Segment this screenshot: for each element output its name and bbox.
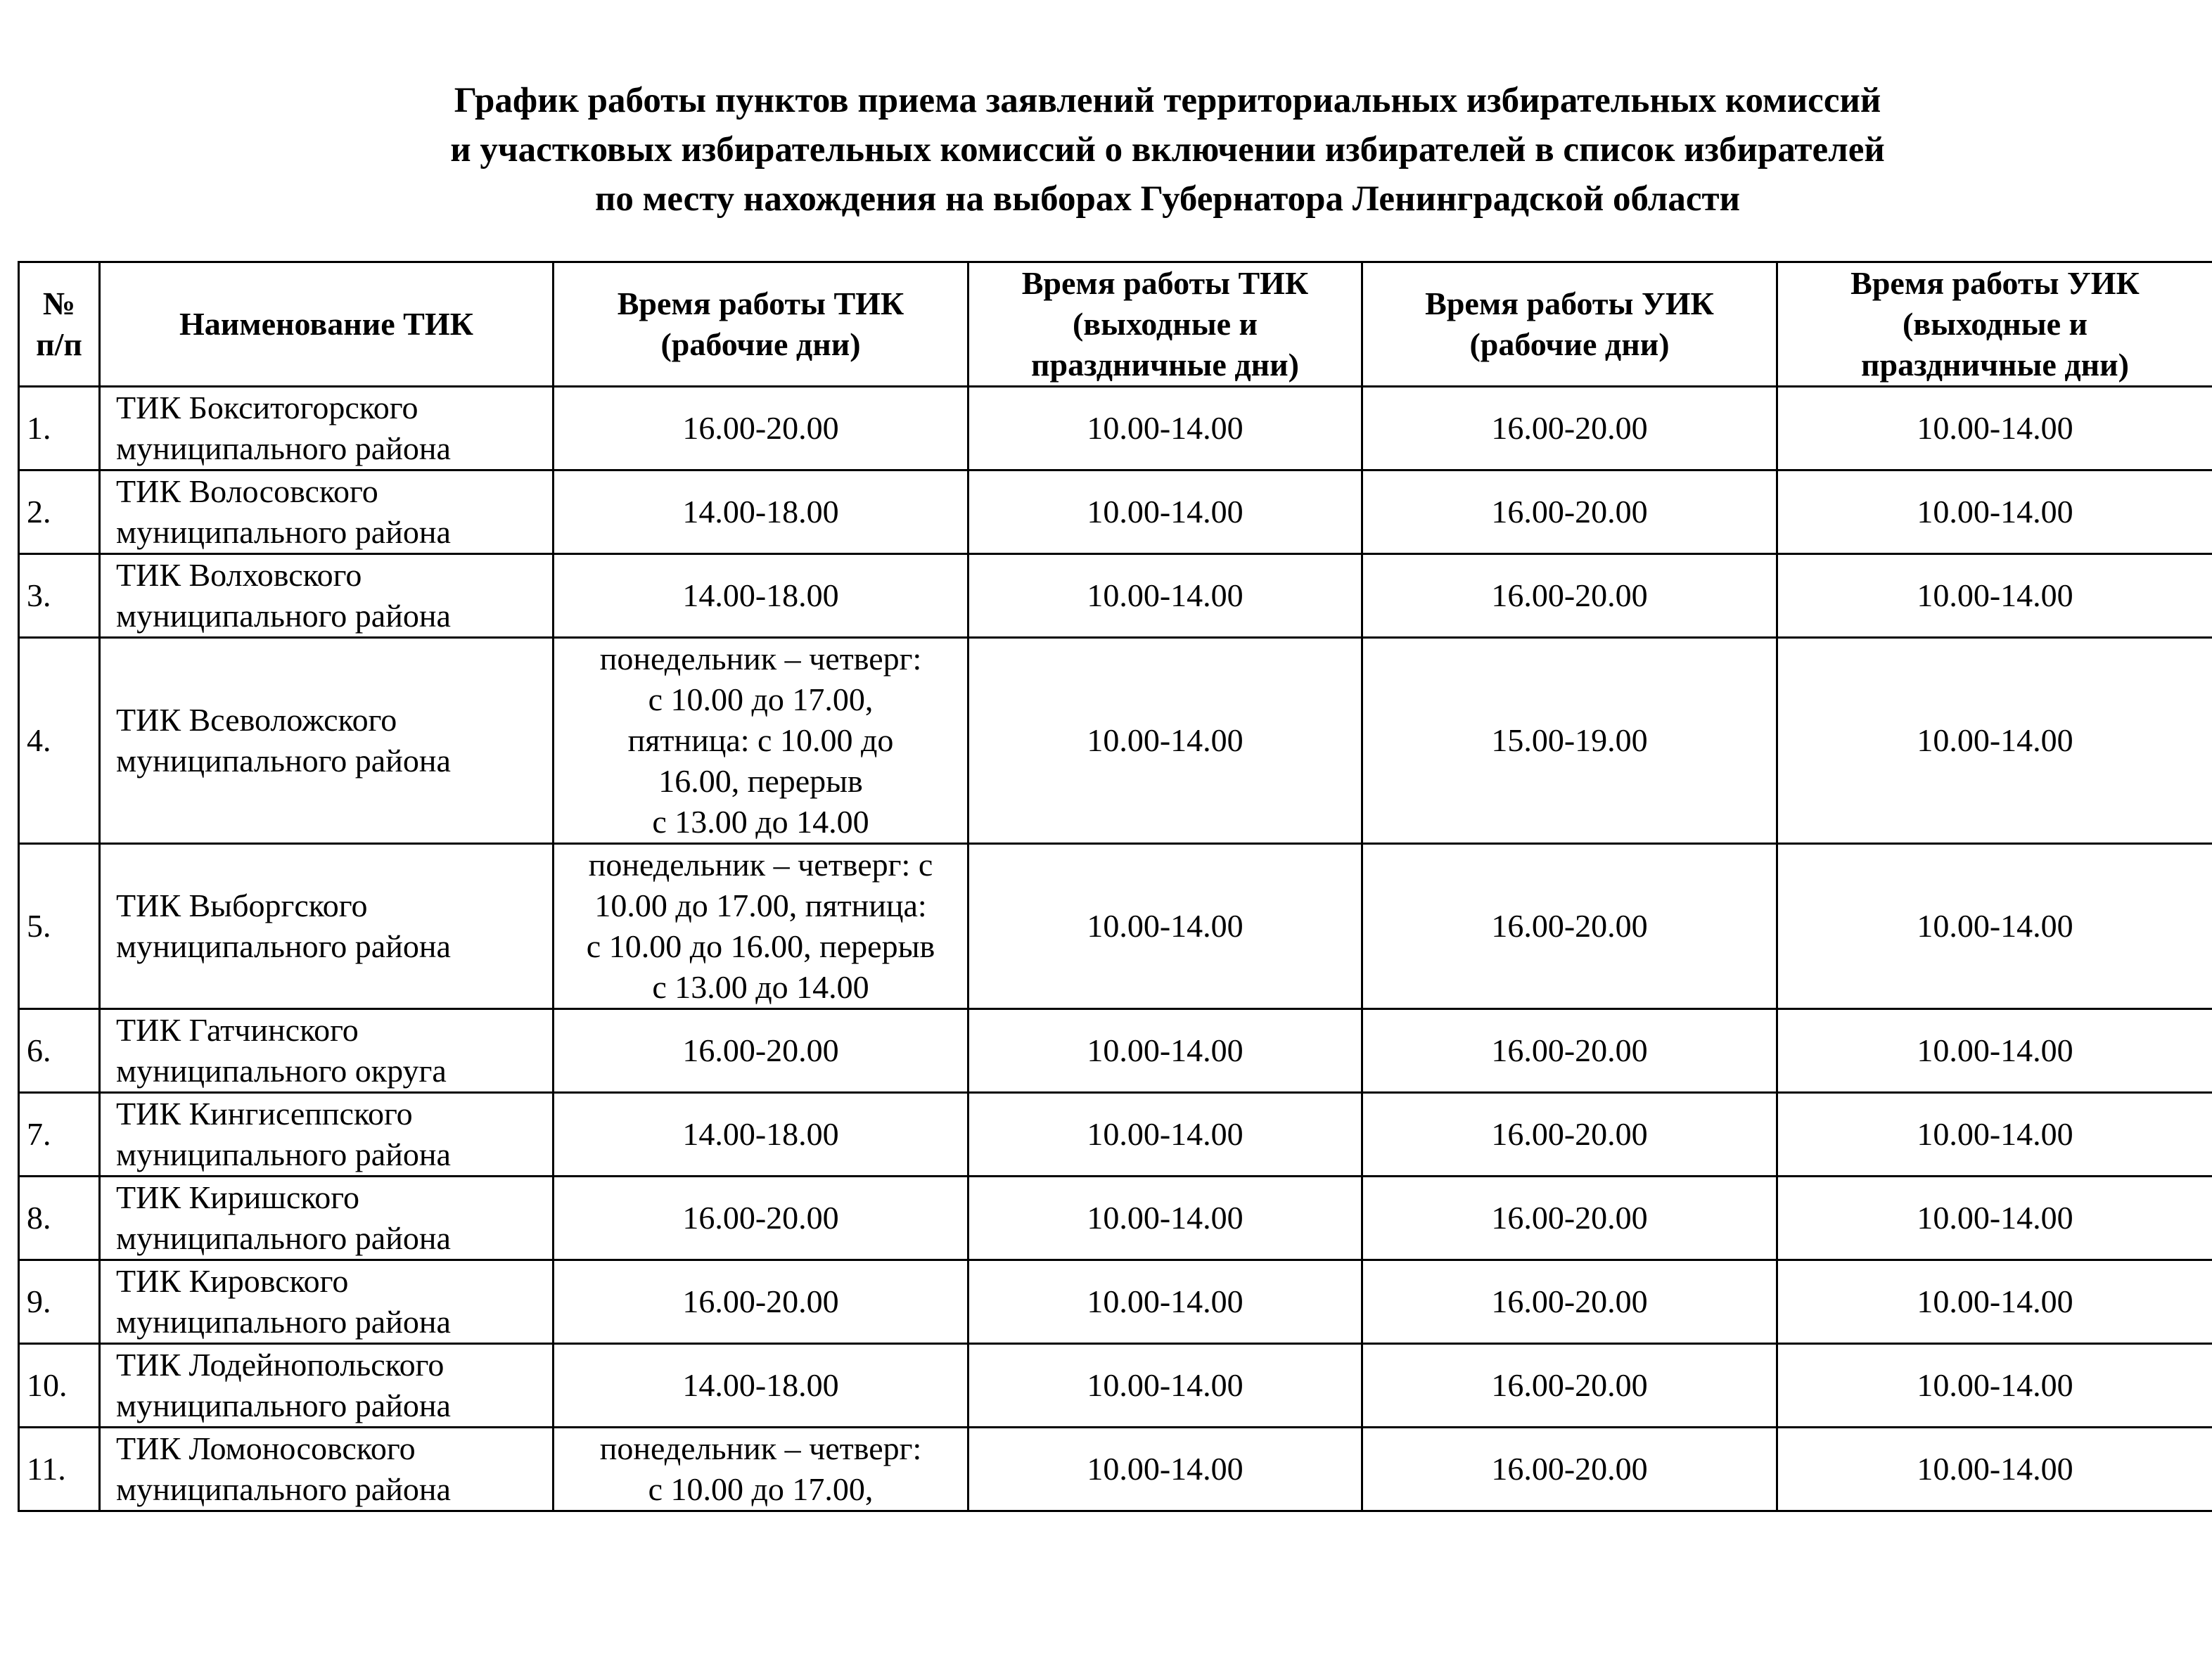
cell-tik-weekends: 10.00-14.00 — [968, 1260, 1362, 1344]
cell-tik-name: ТИК Волховского муниципального района — [100, 554, 554, 638]
cell-uik-workdays: 16.00-20.00 — [1362, 470, 1777, 554]
cell-uik-weekends: 10.00-14.00 — [1777, 638, 2212, 844]
cell-uik-weekends: 10.00-14.00 — [1777, 1177, 2212, 1260]
document-title — [183, 76, 2152, 224]
cell-uik-weekends: 10.00-14.00 — [1777, 1093, 2212, 1177]
cell-tik-workdays: 16.00-20.00 — [554, 1009, 968, 1093]
cell-tik-name: ТИК Ломоносовского муниципального района — [100, 1428, 554, 1511]
table-row — [19, 1344, 2212, 1428]
cell-tik-weekends: 10.00-14.00 — [968, 1009, 1362, 1093]
cell-tik-name: ТИК Гатчинского муниципального округа — [100, 1009, 554, 1093]
cell-number: 9. — [19, 1260, 100, 1344]
table-row — [19, 638, 2212, 844]
cell-tik-weekends: 10.00-14.00 — [968, 470, 1362, 554]
cell-uik-weekends: 10.00-14.00 — [1777, 1428, 2212, 1511]
cell-tik-workdays: понедельник – четверг: с 10.00 до 17.00, — [554, 1428, 968, 1511]
table-row — [19, 1009, 2212, 1093]
table-row — [19, 387, 2212, 470]
cell-tik-name: ТИК Всеволожского муниципального района — [100, 638, 554, 844]
cell-number: 1. — [19, 387, 100, 470]
cell-tik-name: ТИК Волосовского муниципального района — [100, 470, 554, 554]
cell-uik-workdays: 16.00-20.00 — [1362, 1260, 1777, 1344]
cell-tik-weekends: 10.00-14.00 — [968, 844, 1362, 1009]
cell-number: 11. — [19, 1428, 100, 1511]
title-line-1: График работы пунктов приема заявлений территориальных избирательных комиссий — [454, 81, 1881, 120]
cell-uik-workdays: 16.00-20.00 — [1362, 1344, 1777, 1428]
cell-number: 3. — [19, 554, 100, 638]
cell-tik-name: ТИК Лодейнопольского муниципального района — [100, 1344, 554, 1428]
cell-tik-workdays: 16.00-20.00 — [554, 1177, 968, 1260]
cell-tik-workdays: понедельник – четверг: с 10.00 до 17.00, пятница: с 10.00 до 16.00, перерыв с 13.00 до 14.00 — [554, 844, 968, 1009]
cell-tik-name: ТИК Бокситогорского муниципального района — [100, 387, 554, 470]
cell-tik-name: ТИК Кингисеппского муниципального района — [100, 1093, 554, 1177]
cell-uik-workdays: 16.00-20.00 — [1362, 1009, 1777, 1093]
cell-uik-weekends: 10.00-14.00 — [1777, 387, 2212, 470]
cell-tik-workdays: 14.00-18.00 — [554, 554, 968, 638]
cell-uik-workdays: 16.00-20.00 — [1362, 1177, 1777, 1260]
cell-number: 5. — [19, 844, 100, 1009]
cell-tik-name: ТИК Кировского муниципального района — [100, 1260, 554, 1344]
cell-tik-weekends: 10.00-14.00 — [968, 1428, 1362, 1511]
table-row — [19, 1177, 2212, 1260]
cell-number: 4. — [19, 638, 100, 844]
cell-tik-weekends: 10.00-14.00 — [968, 1177, 1362, 1260]
cell-number: 10. — [19, 1344, 100, 1428]
cell-uik-weekends: 10.00-14.00 — [1777, 1009, 2212, 1093]
cell-uik-workdays: 16.00-20.00 — [1362, 1428, 1777, 1511]
cell-tik-workdays: 14.00-18.00 — [554, 1093, 968, 1177]
table-header-row — [19, 262, 2212, 387]
cell-tik-workdays: 14.00-18.00 — [554, 1344, 968, 1428]
table-row — [19, 1428, 2212, 1511]
cell-tik-weekends: 10.00-14.00 — [968, 387, 1362, 470]
cell-tik-workdays: 14.00-18.00 — [554, 470, 968, 554]
header-uik-workdays: Время работы УИК (рабочие дни) — [1362, 262, 1777, 387]
cell-tik-workdays: 16.00-20.00 — [554, 387, 968, 470]
table-row — [19, 844, 2212, 1009]
table-row — [19, 554, 2212, 638]
cell-uik-workdays: 16.00-20.00 — [1362, 1093, 1777, 1177]
table-row — [19, 470, 2212, 554]
cell-uik-weekends: 10.00-14.00 — [1777, 1344, 2212, 1428]
title-line-2: и участковых избирательных комиссий о включении избирателей в список избирателей — [450, 130, 1885, 169]
table-row — [19, 1093, 2212, 1177]
cell-uik-weekends: 10.00-14.00 — [1777, 554, 2212, 638]
cell-uik-workdays: 15.00-19.00 — [1362, 638, 1777, 844]
schedule-table — [18, 261, 2212, 1512]
cell-number: 7. — [19, 1093, 100, 1177]
header-tik-name: Наименование ТИК — [100, 262, 554, 387]
header-tik-weekends: Время работы ТИК (выходные и праздничные дни) — [968, 262, 1362, 387]
cell-tik-name: ТИК Киришского муниципального района — [100, 1177, 554, 1260]
cell-uik-weekends: 10.00-14.00 — [1777, 844, 2212, 1009]
table-row — [19, 1260, 2212, 1344]
cell-number: 8. — [19, 1177, 100, 1260]
header-number: № п/п — [19, 262, 100, 387]
cell-uik-workdays: 16.00-20.00 — [1362, 844, 1777, 1009]
cell-tik-weekends: 10.00-14.00 — [968, 1093, 1362, 1177]
cell-uik-weekends: 10.00-14.00 — [1777, 470, 2212, 554]
cell-number: 6. — [19, 1009, 100, 1093]
cell-uik-weekends: 10.00-14.00 — [1777, 1260, 2212, 1344]
cell-tik-workdays: понедельник – четверг: с 10.00 до 17.00, пятница: с 10.00 до 16.00, перерыв с 13.00 до 14.00 — [554, 638, 968, 844]
cell-tik-weekends: 10.00-14.00 — [968, 1344, 1362, 1428]
header-tik-workdays: Время работы ТИК (рабочие дни) — [554, 262, 968, 387]
cell-tik-weekends: 10.00-14.00 — [968, 638, 1362, 844]
header-uik-weekends: Время работы УИК (выходные и праздничные дни) — [1777, 262, 2212, 387]
cell-number: 2. — [19, 470, 100, 554]
cell-uik-workdays: 16.00-20.00 — [1362, 554, 1777, 638]
cell-tik-name: ТИК Выборгского муниципального района — [100, 844, 554, 1009]
cell-tik-weekends: 10.00-14.00 — [968, 554, 1362, 638]
cell-uik-workdays: 16.00-20.00 — [1362, 387, 1777, 470]
table-body — [19, 387, 2212, 1511]
title-line-3: по месту нахождения на выборах Губернатора Ленинградской области — [595, 179, 1740, 219]
cell-tik-workdays: 16.00-20.00 — [554, 1260, 968, 1344]
